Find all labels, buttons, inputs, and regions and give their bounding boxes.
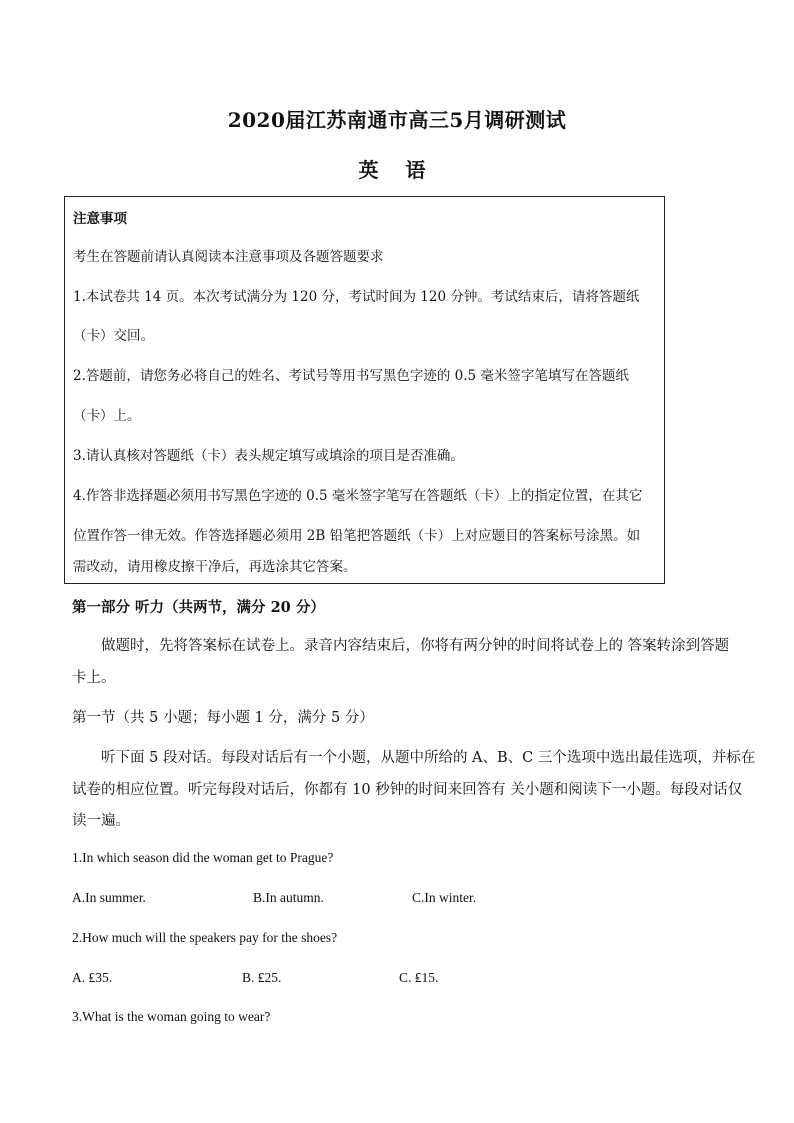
section-one-instruction: 听下面 5 段对话。每段对话后有一个小题，从题中所给的 A、B、C 三个选项中选出最佳选项，并标在 — [101, 750, 756, 766]
question-2-option-a: A. ₤35. — [72, 970, 113, 985]
question-1-option-b: B.In autumn. — [253, 890, 324, 905]
question-1-option-a: A.In summer. — [72, 890, 146, 905]
part-one-instruction: 做题时，先将答案标在试卷上。录音内容结束后，你将有两分钟的时间将试卷上的 答案转涂到答题 — [101, 638, 730, 654]
notice-line: （卡）上。 — [73, 408, 141, 424]
notice-line: 需改动，请用橡皮擦干净后，再选涂其它答案。 — [73, 559, 357, 575]
notice-line: 2.答题前，请您务必将自己的姓名、考试号等用书写黑色字迹的 0.5 毫米签字笔填写在答题纸 — [73, 368, 629, 384]
notice-line: 4.作答非选择题必须用书写黑色字迹的 0.5 毫米签字笔写在答题纸（卡）上的指定位置，在其它 — [73, 488, 643, 504]
notice-line: 位置作答一律无效。作答选择题必须用 2B 铅笔把答题纸（卡）上对应题目的答案标号涂黑。如 — [73, 528, 641, 544]
section-one-heading: 第一节（共 5 小题；每小题 1 分，满分 5 分） — [72, 710, 374, 726]
part-one-instruction: 卡上。 — [72, 670, 116, 686]
notice-box — [64, 196, 665, 584]
question-1-stem: 1.In which season did the woman get to Prague? — [72, 850, 334, 865]
section-one-instruction: 读一遍。 — [72, 813, 130, 829]
notice-intro: 考生在答题前请认真阅读本注意事项及各题答题要求 — [73, 249, 384, 265]
notice-line: （卡）交回。 — [73, 328, 154, 344]
page-title: 2020届江苏南通市高三5月调研测试 — [227, 108, 567, 132]
question-2-stem: 2.How much will the speakers pay for the shoes? — [72, 930, 338, 945]
section-one-instruction: 试卷的相应位置。听完每段对话后，你都有 10 秒钟的时间来回答有 关小题和阅读下一小题。每段对话仅 — [72, 782, 743, 798]
question-3-stem: 3.What is the woman going to wear? — [72, 1009, 271, 1024]
question-2-option-b: B. ₤25. — [242, 970, 282, 985]
question-1-option-c: C.In winter. — [412, 890, 477, 905]
notice-line: 3.请认真核对答题纸（卡）表头规定填写或填涂的项目是否准确。 — [73, 448, 464, 464]
notice-line: 1.本试卷共 14 页。本次考试满分为 120 分，考试时间为 120 分钟。考试结束后，请将答题纸 — [73, 289, 640, 305]
subject-title: 英 语 — [358, 158, 436, 182]
part-one-heading: 第一部分 听力（共两节，满分 20 分） — [72, 599, 325, 616]
question-2-option-c: C. ₤15. — [399, 970, 439, 985]
notice-heading: 注意事项 — [73, 211, 127, 227]
